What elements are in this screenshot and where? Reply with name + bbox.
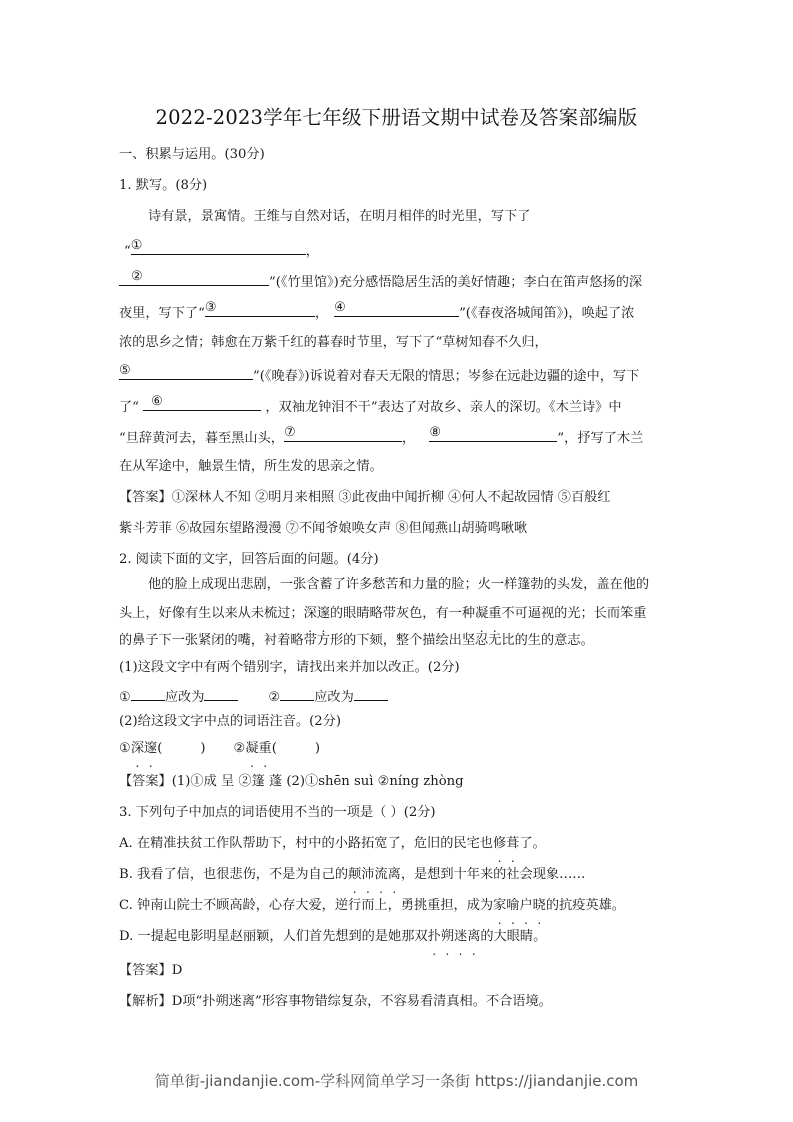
blank-3[interactable]: ③	[205, 302, 315, 317]
q1-intro: 诗有景，景寓情。王维与自然对话，在明月相伴的时光里，写下了	[148, 209, 531, 224]
q3-option-c: C. 钟南山院士不顾高龄，心存大爱，逆行而上，勇挑重担，成为家喻户晓的抗疫英雄。	[119, 898, 625, 913]
blank-2[interactable]: ②	[119, 271, 269, 286]
q1-line-2: ② ”(《竹里馆》)充分感悟隐居生活的美好情趣；李白在笛声悠扬的深	[119, 271, 642, 292]
q1-line-6: 了“ ⑥ ，双袖龙钟泪不干”表达了对故乡、亲人的深切。《木兰诗》中	[119, 394, 622, 415]
dotted-word-shensui: 深邃	[303, 606, 330, 621]
q2-para-3: 的鼻子下一张紧闭的嘴，衬着略带方形的下颏，整个描绘出坚忍无比的生的意志。	[119, 633, 594, 648]
blank-1[interactable]: ①	[131, 240, 306, 255]
wrong-char-2-blank[interactable]	[280, 686, 314, 701]
q2-sub2: (2)给这段文字中点的词语注音。(2分)	[119, 714, 341, 729]
q2-para-2: 头上，好像有生以来从未梳过；深邃的眼睛略带灰色，有一种凝重不可逼视的光；长而笨重	[119, 606, 647, 621]
q2-para-1: 他的脸上成现出悲剧，一张含蓄了许多愁苦和力量的脸；火一样篷勃的头发，盖在他的	[148, 577, 650, 592]
q2-sub1-answers: ① 应改为 ② 应改为	[119, 686, 388, 707]
q1-answer-2: 紫斗芳菲 ⑥故园东望路漫漫 ⑦不闻爷娘唤女声 ⑧但闻燕山胡骑鸣啾啾	[119, 521, 528, 536]
q3-heading: 3. 下列句子中加点的词语使用不当的一项是（ ）(2分)	[119, 805, 436, 820]
wrong-char-1-blank[interactable]	[131, 686, 165, 701]
blank-4[interactable]: ④	[334, 302, 459, 317]
q3-option-a: A. 在精准扶贫工作队帮助下，村中的小路拓宽了，危旧的民宅也修葺了。	[119, 836, 546, 851]
q1-line-1: “ ① ，	[124, 238, 319, 259]
dotted-word-ningzhong: 凝重	[475, 606, 502, 621]
q2-sub2-items: ①深邃( ) ②凝重( )	[119, 741, 321, 756]
page-title: 2022-2023学年七年级下册语文期中试卷及答案部编版	[155, 106, 638, 129]
q1-line-4: 浓的思乡之情；韩愈在万紫千红的暮春时节里，写下了“草树知春不久归，	[119, 335, 548, 350]
correct-char-2-blank[interactable]	[354, 686, 388, 701]
q1-line-7: “旦辞黄河去，暮至黑山头， ⑦ ， ⑧ ”，抒写了木兰	[119, 425, 644, 446]
quote-mark: “	[124, 244, 131, 259]
q1-line-5: ⑤ ”(《晚春》)诉说着对春天无限的情思；岑参在远赴边疆的途中，写下	[119, 363, 640, 384]
q2-heading: 2. 阅读下面的文字，回答后面的问题。(4分)	[119, 552, 379, 567]
q1-line-3: 夜里，写下了“ ③ ， ④ ”(《春夜洛城闻笛》)，唤起了浓	[119, 300, 635, 321]
q3-option-b: B. 我看了信，也很悲伤，不是为自己的颠沛流离，是想到十年来的社会现象……	[119, 867, 586, 882]
q3-option-d: D. 一提起电影明星赵丽颖，人们首先想到的是她那双扑朔迷离的大眼睛。	[119, 929, 547, 944]
blank-7[interactable]: ⑦	[284, 427, 402, 442]
q2-answer: 【答案】(1)①成 呈 ②篷 蓬 (2)①shēn suì ②níng zhòng	[119, 774, 464, 789]
q1-line-8: 在从军途中，触景生情，所生发的思亲之情。	[119, 459, 383, 474]
blank-6[interactable]: ⑥	[143, 396, 261, 411]
q1-answer-1: 【答案】①深林人不知 ②明月来相照 ③此夜曲中闻折柳 ④何人不起故园情 ⑤百般红	[119, 490, 611, 505]
q3-answer: 【答案】D	[119, 963, 183, 978]
q1-heading: 1. 默写。(8分)	[119, 178, 208, 193]
blank-8[interactable]: ⑧	[429, 427, 557, 442]
blank-5[interactable]: ⑤	[119, 365, 253, 380]
section-heading: 一、积累与运用。(30分)	[119, 147, 265, 162]
correct-char-1-blank[interactable]	[204, 686, 238, 701]
watermark-footer: 简单街-jiandanjie.com-学科网简单学习一条街 https://jiandanjie.com	[154, 1072, 639, 1090]
q2-sub1: (1)这段文字中有两个错别字，请找出来并加以改正。(2分)	[119, 660, 460, 675]
q3-analysis: 【解析】D项“扑朔迷离”形容事物错综复杂，不容易看清真相。不合语境。	[119, 994, 552, 1009]
